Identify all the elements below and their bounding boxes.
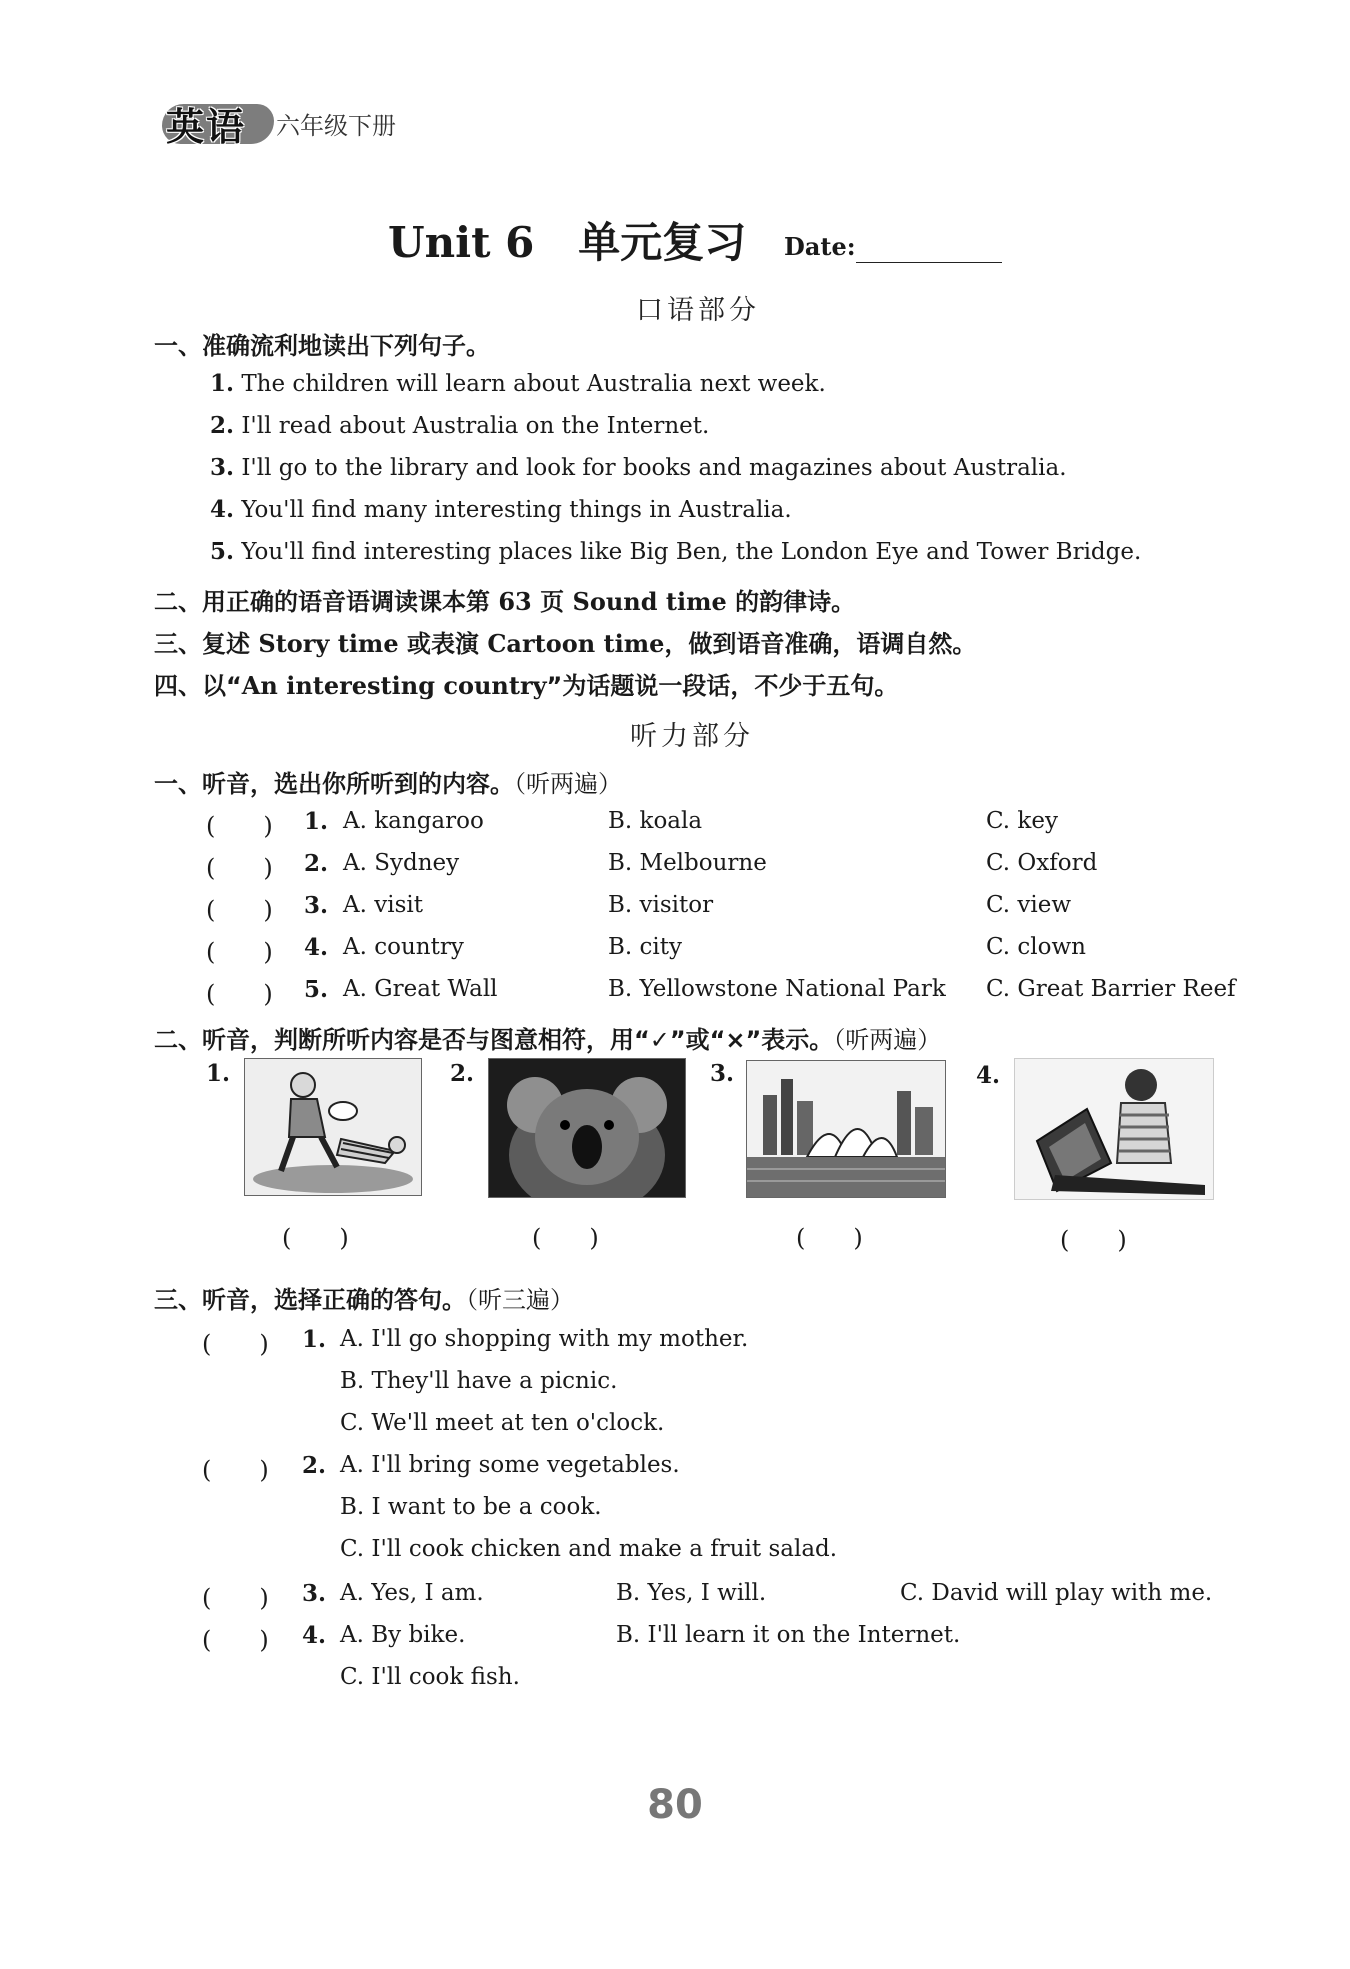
badge-text: 英语 — [166, 105, 247, 149]
item-number: 1. — [304, 808, 329, 835]
page-number: 80 — [647, 1782, 703, 1828]
option-c: C. I'll cook fish. — [340, 1664, 520, 1690]
option-c: C. clown — [986, 934, 1086, 960]
option-a: A. Sydney — [343, 850, 460, 876]
oral-sentence-1: 1. The children will learn about Australia next week. — [210, 370, 826, 397]
listening-part3-title: 三、听音，选择正确的答句。（听三遍） — [154, 1286, 574, 1314]
option-b: B. Yellowstone National Park — [608, 976, 946, 1002]
option-c: C. view — [986, 892, 1072, 918]
option-a: A. I'll go shopping with my mother. — [340, 1326, 749, 1352]
listening-part1-title: 一、听音，选出你所听到的内容。（听两遍） — [154, 770, 622, 798]
unit-title-cn: 单元复习 — [578, 218, 747, 267]
oral-q4-title: 四、以“An interesting country”为话题说一段话，不少于五句。 — [154, 671, 899, 700]
answer-blank[interactable]: ( ) — [206, 854, 273, 882]
listening-section-heading: 听力部分 — [630, 721, 754, 752]
option-a: A. visit — [343, 892, 423, 918]
picture-number: 3. — [710, 1060, 735, 1087]
sydney-opera-house-icon — [746, 1060, 946, 1198]
answer-blank[interactable]: ( ) — [202, 1456, 269, 1484]
picture-number: 2. — [450, 1060, 475, 1087]
date-blank[interactable] — [856, 262, 1002, 263]
item-number: 1. — [302, 1326, 327, 1353]
option-b: B. I'll learn it on the Internet. — [616, 1622, 961, 1648]
oral-sentence-2: 2. I'll read about Australia on the Internet. — [210, 412, 710, 439]
koala-icon — [488, 1058, 686, 1198]
answer-blank[interactable]: ( ) — [282, 1224, 349, 1252]
subject-badge — [160, 90, 280, 149]
listening-part2-title: 二、听音，判断所听内容是否与图意相符，用“✓”或“×”表示。（听两遍） — [154, 1026, 942, 1054]
answer-blank[interactable]: ( ) — [206, 812, 273, 840]
picture-number: 4. — [976, 1062, 1001, 1089]
option-c: C. We'll meet at ten o'clock. — [340, 1410, 665, 1436]
option-b: B. Melbourne — [608, 850, 767, 876]
item-number: 4. — [304, 934, 329, 961]
answer-blank[interactable]: ( ) — [202, 1626, 269, 1654]
option-a: A. kangaroo — [343, 808, 484, 834]
option-a: A. country — [343, 934, 464, 960]
item-number: 2. — [302, 1452, 327, 1479]
answer-blank[interactable]: ( ) — [202, 1584, 269, 1612]
book-label: 六年级下册 — [276, 112, 396, 140]
option-b: B. koala — [608, 808, 703, 834]
answer-blank[interactable]: ( ) — [206, 896, 273, 924]
answer-blank[interactable]: ( ) — [206, 980, 273, 1008]
boy-reading-icon — [1014, 1058, 1214, 1200]
item-number: 4. — [302, 1622, 327, 1649]
answer-blank[interactable]: ( ) — [206, 938, 273, 966]
option-a: A. By bike. — [340, 1622, 466, 1648]
answer-blank[interactable]: ( ) — [1060, 1226, 1127, 1254]
date-label: Date: — [784, 232, 856, 261]
picture-number: 1. — [206, 1060, 231, 1087]
unit-label: Unit 6 — [388, 218, 535, 267]
oral-q1-title: 一、准确流利地读出下列句子。 — [154, 332, 490, 360]
oral-sentence-3: 3. I'll go to the library and look for books and magazines about Australia. — [210, 454, 1067, 481]
answer-blank[interactable]: ( ) — [202, 1330, 269, 1358]
page-title — [388, 210, 746, 270]
option-b: B. city — [608, 934, 682, 960]
rugby-player-icon — [244, 1058, 422, 1196]
option-b: B. I want to be a cook. — [340, 1494, 602, 1520]
option-a: A. I'll bring some vegetables. — [340, 1452, 680, 1478]
option-a: A. Great Wall — [343, 976, 498, 1002]
option-c: C. I'll cook chicken and make a fruit salad. — [340, 1536, 838, 1562]
oral-q2-title: 二、用正确的语音语调读课本第 63 页 Sound time 的韵律诗。 — [154, 587, 856, 616]
oral-section-heading: 口语部分 — [636, 295, 760, 326]
item-number: 2. — [304, 850, 329, 877]
answer-blank[interactable]: ( ) — [532, 1224, 599, 1252]
option-c: C. Great Barrier Reef — [986, 976, 1236, 1002]
item-number: 5. — [304, 976, 329, 1003]
option-c: C. key — [986, 808, 1058, 834]
option-b: B. Yes, I will. — [616, 1580, 767, 1606]
oral-sentence-5: 5. You'll find interesting places like Big Ben, the London Eye and Tower Bridge. — [210, 538, 1142, 565]
item-number: 3. — [302, 1580, 327, 1607]
option-c: C. Oxford — [986, 850, 1098, 876]
answer-blank[interactable]: ( ) — [796, 1224, 863, 1252]
option-c: C. David will play with me. — [900, 1580, 1213, 1606]
oral-q3-title: 三、复述 Story time 或表演 Cartoon time，做到语音准确，语调自然。 — [154, 629, 977, 658]
option-a: A. Yes, I am. — [340, 1580, 484, 1606]
item-number: 3. — [304, 892, 329, 919]
option-b: B. They'll have a picnic. — [340, 1368, 618, 1394]
oral-sentence-4: 4. You'll find many interesting things in Australia. — [210, 496, 792, 523]
option-b: B. visitor — [608, 892, 714, 918]
